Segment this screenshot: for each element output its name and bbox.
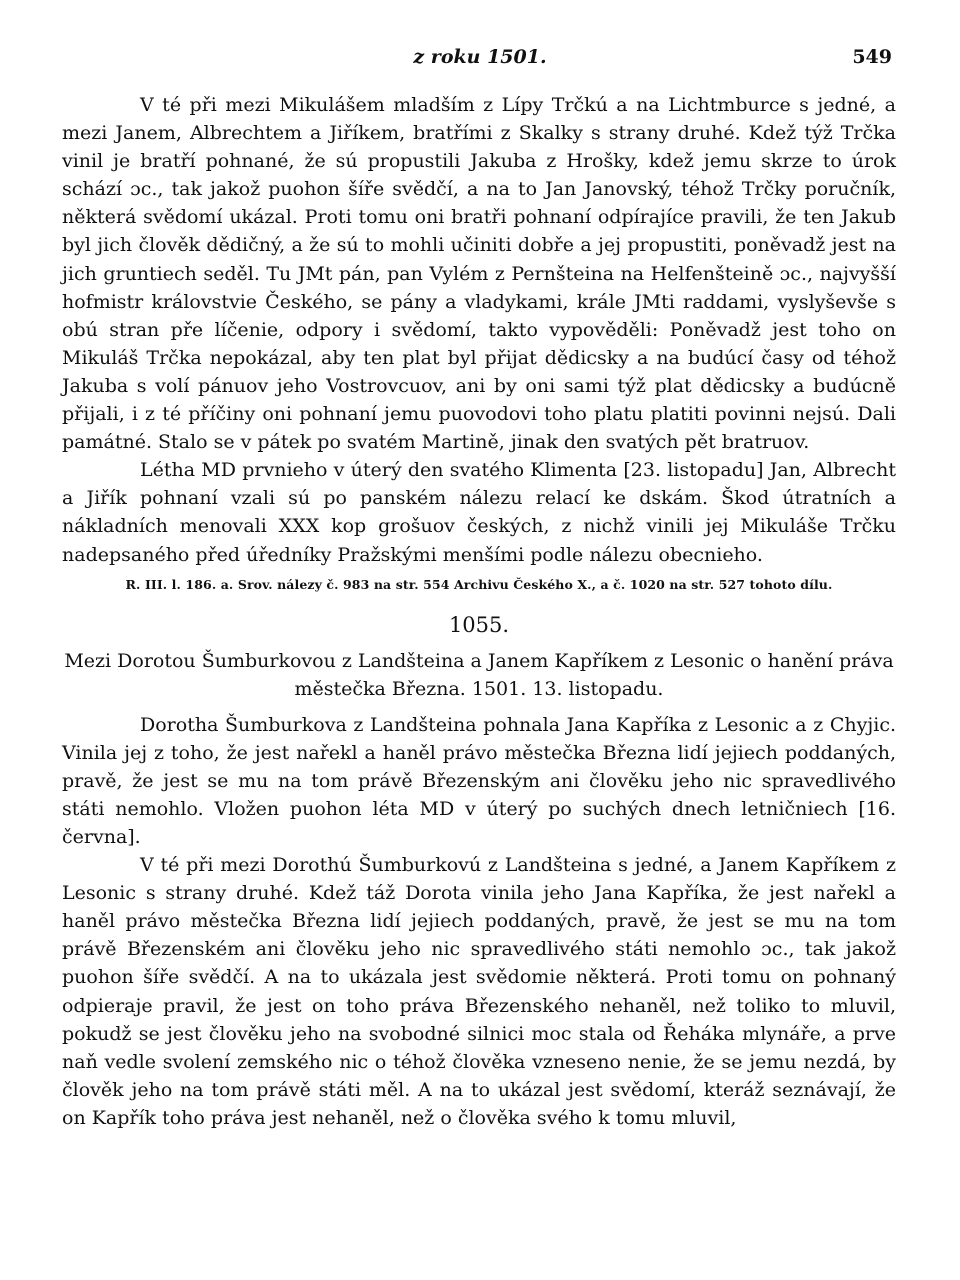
document-number: 1055. <box>448 612 510 637</box>
verdict-text-1: V té při mezi Mikulášem mladším z Lípy Trčkú a na Lichtmburce s jedné, a mezi Janem, Albrechtem a Jiříkem, bratřími z Skalky s strany druhé. Kdež týž Trčka vinil je bratří pohnané, že sú propustili Jakuba z Hrošky, kdež jemu skrze to úrok schází ɔc., tak jakož puohon šíře svědčí, a na to Jan Janovský, téhož Trčky poručník, některá svědomí ukázal. <box>62 94 896 229</box>
page-body <box>62 91 896 1132</box>
document-paragraph-text: V té při mezi Dorothú Šumburkovú z Landšteina s jedné, a Janem Kapříkem z Lesonic s strany druhé. Kdež táž Dorota vinila jeho Jana Kapříka, že jest nařekl a haněl právo městečka Března lidí jejiech poddaných, pravě, že jest se mu na tom právě Březenském ani člověku jeho nic spravedlivého státi nemohlo ɔc., tak jakož puohon šíře svědčí. A na to ukázala jest svědomie některá. <box>62 854 896 989</box>
page-number: 549 <box>852 46 892 68</box>
document-paragraph-text: Proti tomu on pohnaný odpieraje pravil, že jest on toho práva Březenského nehaněl, než toliko to mluvil, pokudž se jest člověku jeho na svobodné silnici moc stala od Řeháka mlynáře, a prve naň vedle svolení zemského nic o téhož člověka vzneseno nenie, že se jemu nezdá, by člověk jeho na tom právě státi měl. A na to ukázal jest svědomí, kteráž seznávají, že on Kapřík toho práva jest nehaněl, než o člověka svého k tomu mluvil, <box>62 966 897 1129</box>
running-title: z roku 1501. <box>413 46 547 68</box>
document-paragraph: Dorotha Šumburkova z Landšteina pohnala Jana Kapříka z Lesonic a z Chyjic. Vinila jej z toho, že jest nařekl a haněl právo městečka Března lidí jejiech poddaných, pravě, že jest se mu na tom právě Březenským ani člověku jeho nic spravedlivého státi nemohlo. Vložen puohon léta MD v úterý po suchých dnech letničniech [16. června]. <box>62 713 896 848</box>
relation-paragraph: Létha MD prvnieho v úterý den svatého Klimenta [23. listopadu] Jan, Albrecht a Jiřík pohnaní vzali sú po panském nálezu relací ke dskám. Škod útratních a nákladních menovali XXX kop grošuov českých, z nichž vinili jej Mikuláše Trčku nadepsaného před úředníky Pražskými menšími podle nálezu obecnieho. <box>62 459 896 566</box>
document-heading: Mezi Dorotou Šumburkovou z Landšteina a Janem Kapříkem z Lesonic o hanění práva městečka Března. 1501. 13. listopadu. <box>64 649 894 700</box>
document-paragraph <box>62 851 896 1132</box>
page-header <box>62 42 898 72</box>
source-note: R. III. l. 186. a. Srov. nálezy č. 983 na str. 554 Archivu Českého X., a č. 1020 na str. 527 tohoto dílu. <box>125 576 833 592</box>
verdict-paragraph-part1 <box>62 91 896 456</box>
verdict-text-2: Proti tomu oni bratři pohnaní odpírajíce pravili, že ten Jakub byl jich člověk dědičný, a že sú to mohli učiniti dobře a jej propustiti, poněvadž jest na jich gruntiech seděl. Tu JMt pán, pan Vylém z Pernšteina na Helfenšteině ɔc., najvyšší hofmistr královstvie Českého, se pány a vladykami, krále JMti raddami, vyslyševše s obú stran pře líčenie, odpory i svědomí, takto vypověděli: Poněvadž jest toho on Mikuláš Trčka nepokázal, aby ten plat byl přijat dědicsky a na budúcí časy od téhož Jakuba s volí pánuov jeho Vostrovcuov, ani by oni sami týž plat dědicsky a budúcně přijali, i z té příčiny oni pohnaní jemu puovodovi toho platu platiti povinni nejsú. Dali památné. Stalo se v pátek po svatém Martině, jinak den svatých pět bratruov. <box>62 206 896 454</box>
